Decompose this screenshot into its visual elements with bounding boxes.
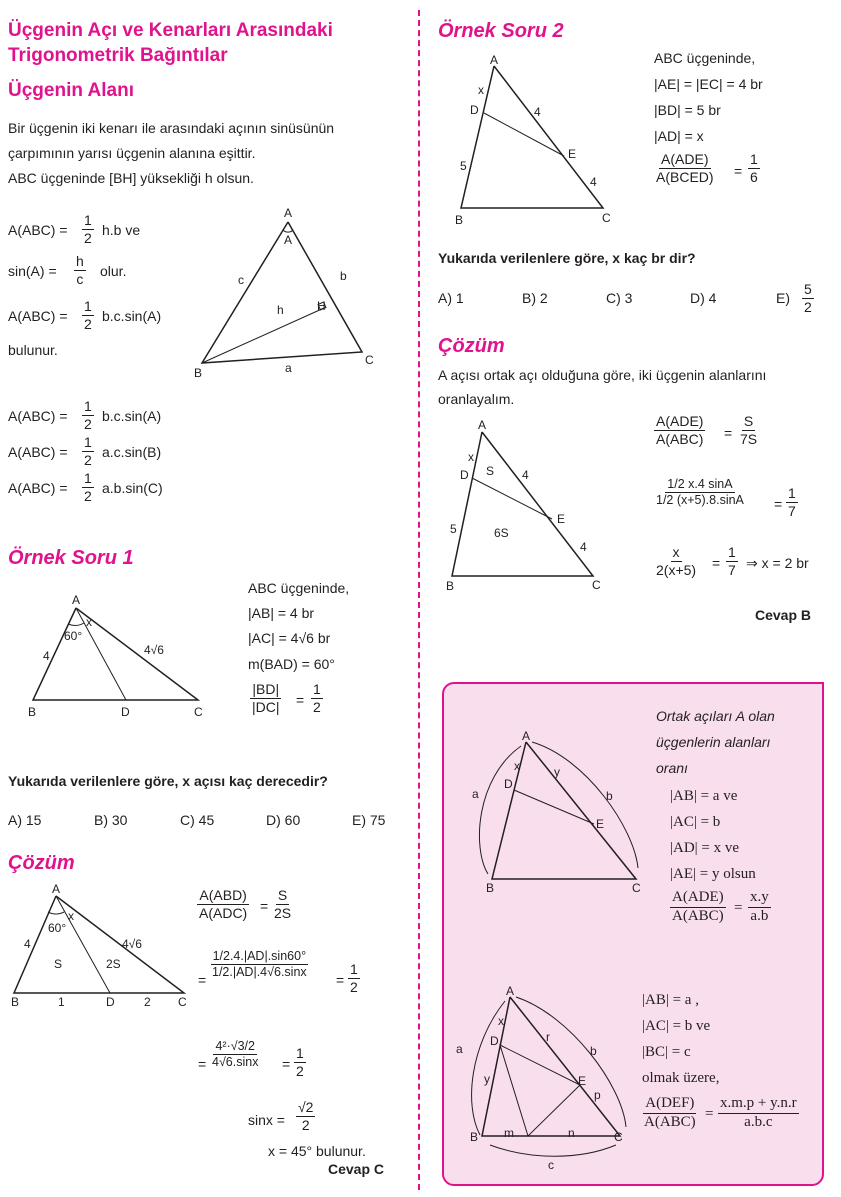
question-text: Yukarıda verilenlere göre, x kaç br dir? [438,250,696,266]
sine-area-ratio: $\frac{1/2 x.4 \sin A}{1/2 (x+5).8.\sin A}$ [656,477,744,508]
fraction-half: $\frac{1}{2}$ [84,212,92,246]
equals-sign: = [734,163,743,179]
column-divider [418,10,420,1190]
box-equation: |BC| = c [642,1044,691,1060]
side-b-label: b [606,789,613,803]
box-equation: |AC| = b ve [642,1018,711,1034]
segment-ec-label: 4 [580,540,587,554]
intro-text: Bir üçgenin iki kenarı ile arasındaki açının sinüsünün [8,120,335,136]
side-ac-label: 4√6 [122,937,142,951]
result-text: x = 45° bulunur. [268,1143,366,1159]
side-ac-label: 4√6 [144,643,164,657]
vertex-d-label: D [106,995,115,1009]
area-ratio: A(ABD) A(ADC) [199,887,248,921]
area-ratio: A(ADE) A(ABC) [656,413,704,447]
formula-left: A(ABC) = [8,480,68,496]
intro-text: çarpımının yarısı üçgenin alanına eşittir. [8,145,256,161]
side-a-label: a [285,361,292,375]
box-equation: olmak üzere, [642,1070,720,1086]
fraction-half: $\frac{1}{2}$ [84,398,92,432]
given-text: m(BAD) = 60° [248,656,335,672]
vertex-c-label: C [632,881,641,895]
option-c[interactable]: C) 45 [180,812,215,828]
fraction-h-c: $\frac{h}{c}$ [76,253,84,287]
solve-result: ⇒ x = 2 br [746,555,809,571]
vertex-c-label: C [365,353,374,367]
segment-ae-label: 4 [534,105,541,119]
info-figure-2 [450,985,640,1175]
segment-ec-label: 4 [590,175,597,189]
ratio-value: $\frac{1}{2}$ [313,681,321,715]
simplified-ratio-value: $\frac{1}{2}$ [296,1045,304,1079]
triangle-outline [202,222,362,363]
formula-right: olur. [100,263,127,279]
box-equation: |AC| = b [670,814,721,830]
formula-right: b.c.sin(A) [102,308,162,324]
vertex-a-label: A [478,418,487,432]
angle-x-label: x [68,909,74,923]
sine-area-ratio-value: $\frac{1}{2}$ [350,961,358,995]
equals-sign: = [734,900,743,916]
vertex-b-label: B [11,995,20,1009]
angle-60-label: 60° [64,629,83,643]
example-title: Örnek Soru 2 [438,20,564,42]
equals-sign: = [198,972,207,988]
side-ab-label: 4 [43,649,50,663]
box-area-ratio: A(ADE) A(ABC) [672,889,724,924]
vertex-a-label: A [72,593,81,607]
formula-right: b.c.sin(A) [102,408,162,424]
side-b-label: b [340,269,347,283]
sinx-value: $\frac{√2}{2}$ [298,1099,314,1133]
segment-y-label: y [554,765,560,779]
vertex-a-label: A [490,53,499,67]
option-e[interactable]: E) 75 [352,812,386,828]
given-text: |BD| = 5 br [654,102,721,118]
segment-bd-label: 5 [460,159,467,173]
solution2-figure [442,415,612,595]
equals-sign: = [724,425,733,441]
height-line [202,308,324,363]
option-e[interactable]: E) [776,290,790,306]
vertex-c-label: C [614,1130,623,1144]
vertex-c-label: C [178,995,187,1009]
vertex-b-label: B [486,881,495,895]
vertex-e-label: E [578,1074,587,1088]
formula-left: A(ABC) = [8,444,68,460]
foot-h-label: H [317,299,326,313]
side-a-label: a [456,1042,463,1056]
angle-x-label: x [86,615,92,629]
area-ratio-value: $\frac{S}{2S}$ [274,887,292,921]
solution-title: Çözüm [8,852,75,874]
solve-value: $\frac{1}{7}$ [728,544,736,578]
solution1-figure [6,882,196,1012]
vertex-b-label: B [194,366,203,380]
sine-area-ratio: $\frac{1/2.4.|AD|.\sin 60^\circ}{1/2.|AD|.4√6.\sin x}$ [212,949,307,980]
area-ratio-value: $\frac{S}{7S}$ [740,413,758,447]
equals-sign: = [712,555,721,571]
solve-fraction: $\frac{x}{2(x+5)}$ [656,544,697,578]
solution-title: Çözüm [438,335,505,357]
formula-left: A(ABC) = [8,308,68,324]
box-area-ratio: A(DEF) A(ABC) [644,1095,696,1130]
side-b-label: b [590,1044,597,1058]
option-a[interactable]: A) 1 [438,290,464,306]
vertex-d-label: D [490,1034,499,1048]
area-s-label: S [486,464,495,478]
vertex-b-label: B [455,213,464,227]
equals-sign: = [774,496,783,512]
given-text: ABC üçgeninde, [654,50,756,66]
given-text: ABC üçgeninde, [248,580,350,596]
equals-sign: = [336,972,345,988]
area-6s-label: 6S [494,526,509,540]
formula-left: A(ABC) = [8,408,68,424]
answer-label: Cevap C [328,1161,385,1177]
box-equation: |AD| = x ve [670,840,740,856]
solution-text: oranlayalım. [438,391,515,407]
intro-text: ABC üçgeninde [BH] yüksekliği h olsun. [8,170,254,186]
section-title-line2: Trigonometrik Bağıntılar [8,45,228,66]
option-a[interactable]: A) 15 [8,812,42,828]
option-d[interactable]: D) 60 [266,812,301,828]
formula-left: A(ABC) = [8,222,68,238]
vertex-a-label: A [522,729,531,743]
box-area-value: $\frac{x.y}{a.b}$ [750,889,769,924]
box-text: oranı [656,760,688,776]
ratio-bd-dc: $\frac{|BD|}{|DC|}$ [252,681,280,715]
sine-area-ratio-value: $\frac{1}{7}$ [788,485,796,519]
vertex-d-label: D [121,705,130,719]
option-e-fraction: $\frac{5}{2}$ [804,281,812,315]
segment-x-label: x [478,83,484,97]
formula-left: sin(A) = [8,263,57,279]
given-text: |AB| = 4 br [248,605,315,621]
segment-m-label: m [504,1126,514,1140]
option-d[interactable]: D) 4 [690,290,717,306]
sinx-left: sinx = [248,1112,285,1128]
segment-y-label: y [484,1072,490,1086]
section-title: Üçgenin Açı ve Kenarları Arasındaki [8,20,333,41]
box-text: Ortak açıları A olan [656,708,775,724]
vertex-b-label: B [470,1130,479,1144]
option-c[interactable]: C) 3 [606,290,633,306]
formula-note: bulunur. [8,342,58,358]
equals-sign: = [260,898,269,914]
box-equation: |AB| = a , [642,992,699,1008]
section-subtitle: Üçgenin Alanı [8,80,134,101]
vertex-a-label: A [506,985,515,998]
given-text: |AD| = x [654,128,704,144]
box-equation: |AE| = y olsun [670,866,756,882]
vertex-d-label: D [460,468,469,482]
vertex-a-label: A [284,206,293,220]
formula-right: h.b ve [102,222,141,238]
fraction-half: $\frac{1}{2}$ [84,470,92,504]
area-2s-label: 2S [106,957,121,971]
formula-right: a.c.sin(B) [102,444,162,460]
option-b[interactable]: B) 30 [94,812,128,828]
angle-a-label: A [284,233,293,247]
vertex-d-label: D [470,103,479,117]
segment-x-label: x [468,450,474,464]
vertex-b-label: B [446,579,455,593]
given-text: |AC| = 4√6 br [248,630,331,646]
height-h-label: h [277,303,284,317]
segment-x-label: x [514,759,520,773]
formula-right: a.b.sin(C) [102,480,163,496]
segment-dc-label: 2 [144,995,151,1009]
side-a-label: a [472,787,479,801]
segment-bd-label: 1 [58,995,65,1009]
segment-bd-label: 5 [450,522,457,536]
side-ab-label: 4 [24,937,31,951]
example2-figure [450,52,630,232]
example1-figure [20,590,220,720]
segment-n-label: n [568,1126,575,1140]
equals-sign: = [296,692,305,708]
simplified-ratio: $\frac{\text{4²·√3/2}}{4√6.\sin x}$ [212,1039,259,1070]
side-c-label: c [548,1158,554,1172]
vertex-d-label: D [504,777,513,791]
vertex-e-label: E [568,147,577,161]
vertex-c-label: C [194,705,203,719]
area-ratio-value: $\frac{1}{6}$ [750,151,758,185]
vertex-a-label: A [52,882,61,896]
box-area-value: $\frac{x.m.p + y.n.r}{a.b.c}$ [720,1095,797,1130]
info-figure-1 [466,728,656,898]
equals-sign: = [705,1106,714,1122]
question-text: Yukarıda verilenlere göre, x açısı kaç derecedir? [8,773,328,789]
vertex-e-label: E [596,817,605,831]
fraction-half: $\frac{1}{2}$ [84,434,92,468]
angle-60-label: 60° [48,921,67,935]
vertex-c-label: C [602,211,611,225]
answer-label: Cevap B [755,607,812,623]
segment-x-label: x [498,1014,504,1028]
vertex-b-label: B [28,705,37,719]
triangle-abc-figure [190,200,390,380]
angle-arc [283,230,293,232]
area-s-label: S [54,957,63,971]
fraction-half: $\frac{1}{2}$ [84,298,92,332]
box-equation: |AB| = a ve [670,788,738,804]
given-text: |AE| = |EC| = 4 br [654,76,763,92]
segment-p-label: p [594,1088,601,1102]
side-c-label: c [238,273,244,287]
equals-sign: = [198,1056,207,1072]
equals-sign: = [282,1056,291,1072]
segment-ae-label: 4 [522,468,529,482]
solution-text: A açısı ortak açı olduğuna göre, iki üçgenin alanlarını [438,367,767,383]
vertex-e-label: E [557,512,566,526]
example-title: Örnek Soru 1 [8,547,134,569]
segment-r-label: r [546,1030,550,1044]
area-ratio: A(ADE) A(BCED) [656,151,714,185]
vertex-c-label: C [592,578,601,592]
box-text: üçgenlerin alanları [656,734,771,750]
option-b[interactable]: B) 2 [522,290,548,306]
